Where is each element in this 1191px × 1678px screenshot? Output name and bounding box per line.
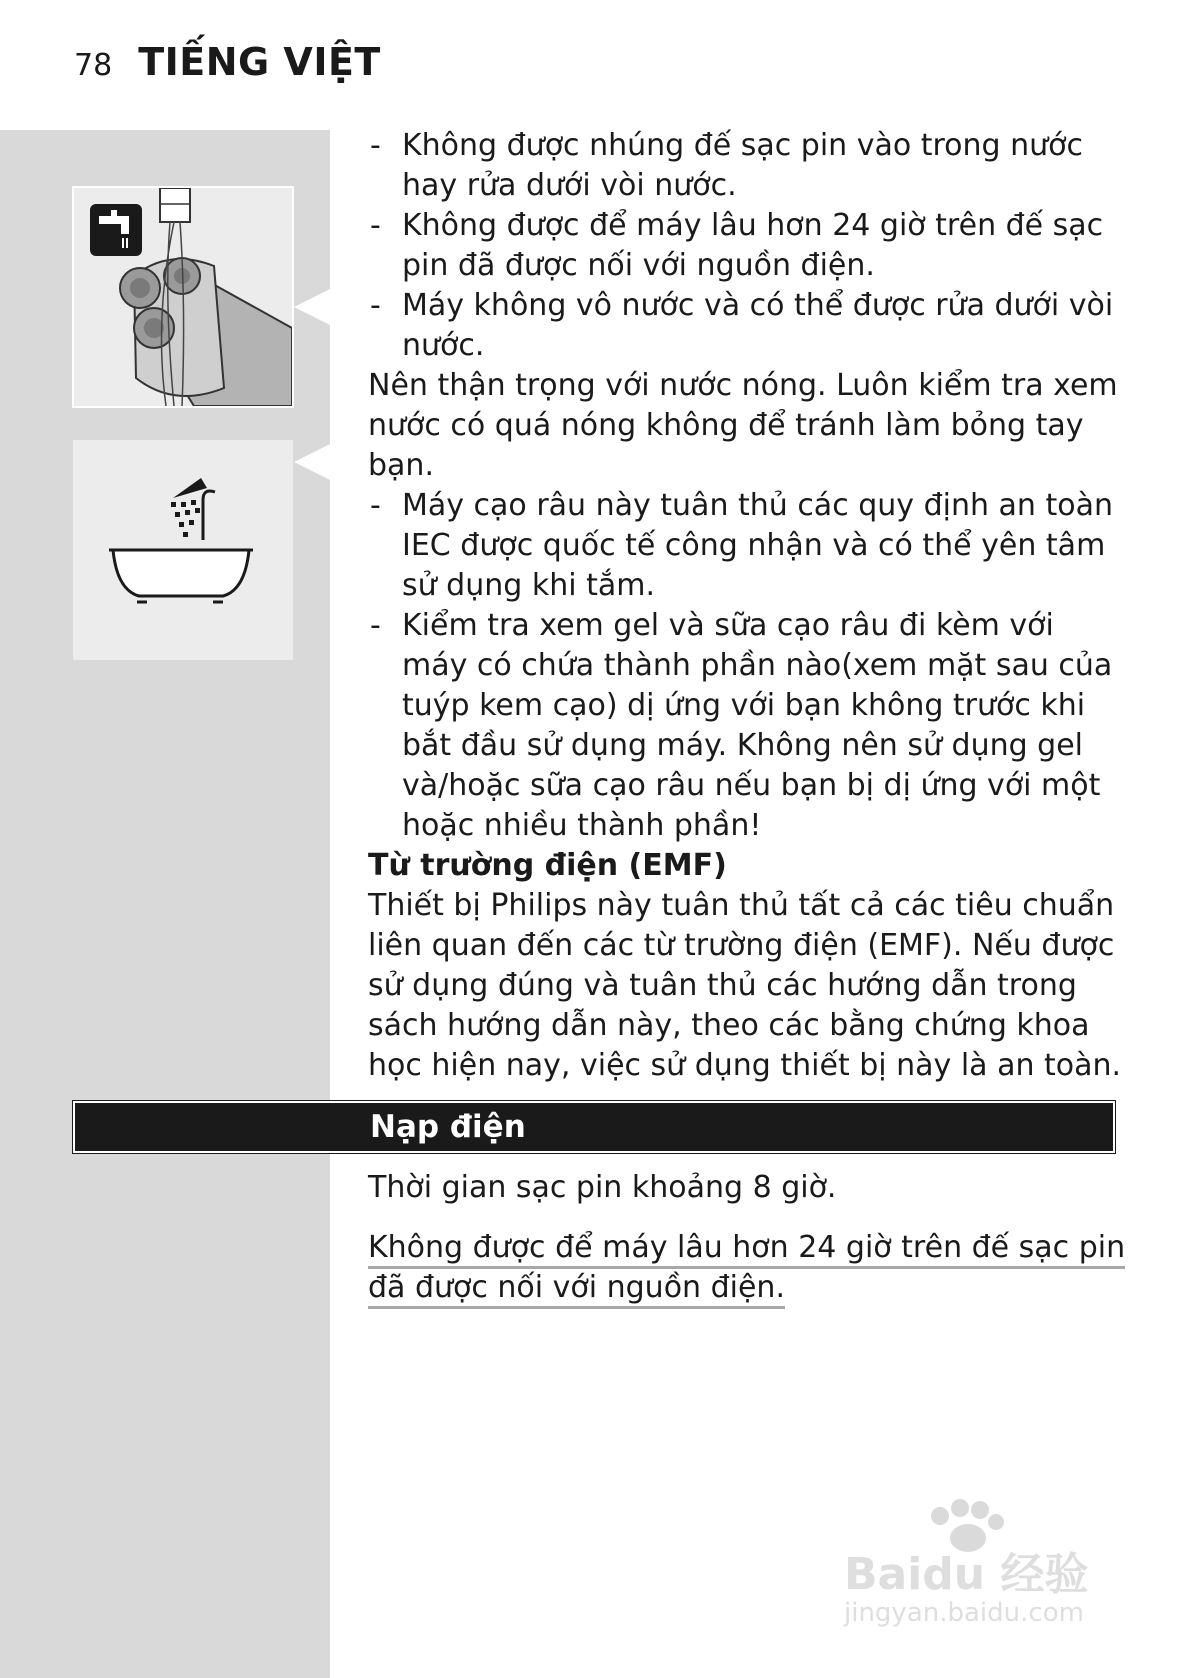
charging-section-bar <box>73 1101 1115 1153</box>
safety-item: - Kiểm tra xem gel và sữa cạo râu đi kèm với máy có chứa thành phần nào(xem mặt sau của tuýp kem cạo) dị ứng với bạn không trước khi bắt đầu sử dụng máy. Không nên sử dụng gel và/hoặc sữa cạo râu nếu bạn bị dị ứng với một hoặc nhiều thành phần! <box>370 608 1113 843</box>
charging-content <box>368 1168 1138 1338</box>
figure-bath-shower <box>73 440 293 660</box>
main-content <box>368 126 1128 1086</box>
figure-pointer <box>294 444 330 480</box>
charging-warning: Không được để máy lâu hơn 24 giờ trên đế sạc pin đã được nối với nguồn điện. <box>368 1228 1138 1308</box>
safety-item: - Máy cạo râu này tuân thủ các quy định an toàn IEC được quốc tế công nhận và có thể yên tâm sử dụng khi tắm. <box>370 488 1113 603</box>
page-number: 78 <box>74 48 113 83</box>
figure-pointer <box>294 289 330 325</box>
caution-item: - Không được nhúng đế sạc pin vào trong nước hay rửa dưới vòi nước. <box>370 128 1084 203</box>
caution-item: - Không được để máy lâu hơn 24 giờ trên đế sạc pin đã được nối với nguồn điện. <box>370 208 1104 283</box>
charging-title: Nạp điện <box>370 1109 526 1145</box>
emf-body: Thiết bị Philips này tuân thủ tất cả các tiêu chuẩn liên quan đến các từ trường điện (EMF). Nếu được sử dụng đúng và tuân thủ các hướng dẫn trong sách hướng dẫn này, theo các bằng chứng khoa học hiện nay, việc sử dụng thiết bị này là an toàn. <box>368 888 1122 1083</box>
watermark-url: jingyan.baidu.com <box>844 1598 1084 1628</box>
watermark-label: 经验 <box>1000 1549 1089 1600</box>
page-header <box>74 40 381 100</box>
section-title: TIẾNG VIỆT <box>138 40 381 84</box>
tap-icon <box>90 204 142 256</box>
hot-water-note: Nên thận trọng với nước nóng. Luôn kiểm tra xem nước có quá nóng không để tránh làm bỏng tay bạn. <box>368 368 1118 483</box>
shaver-tap-illustration <box>74 188 292 406</box>
watermark-brand: Baidu <box>844 1549 986 1600</box>
baidu-watermark <box>840 1498 1130 1638</box>
figure-rinse-under-tap <box>72 186 294 408</box>
emf-heading: Từ trường điện (EMF) <box>368 848 727 883</box>
charging-time-note: Thời gian sạc pin khoảng 8 giờ. <box>368 1170 837 1205</box>
caution-item: - Máy không vô nước và có thể được rửa dưới vòi nước. <box>370 288 1114 363</box>
bathtub-shower-icon <box>73 440 293 660</box>
